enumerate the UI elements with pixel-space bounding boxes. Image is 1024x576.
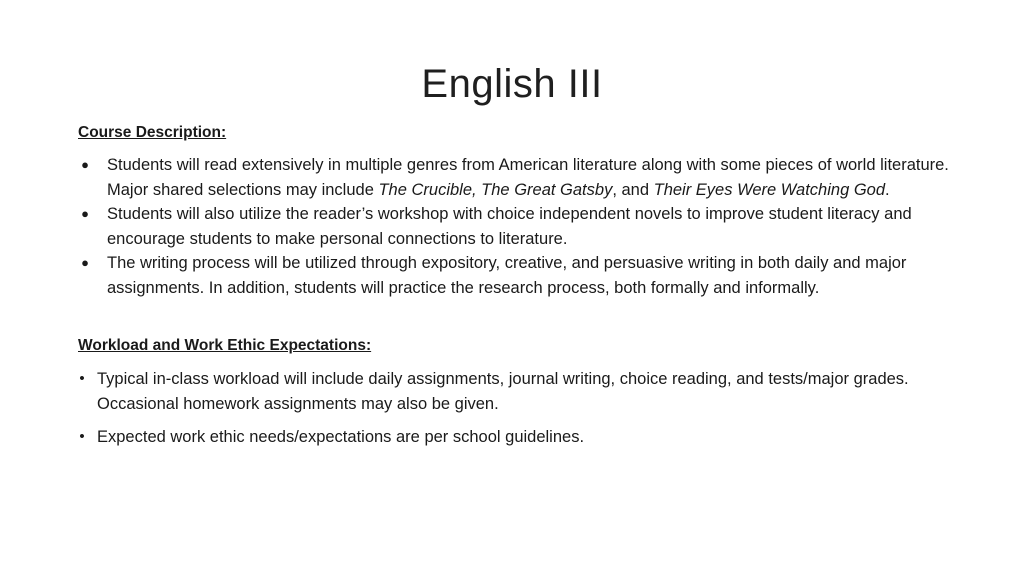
list-item <box>78 202 958 251</box>
item-text: Students will also utilize the reader’s workshop with choice independent novels to improve student literacy and encourage students to make personal connections to literature. <box>107 205 912 248</box>
bullet-icon: ● <box>81 255 89 270</box>
slide-content <box>78 122 958 459</box>
item-text: Expected work ethic needs/expectations are per school guidelines. <box>97 428 585 446</box>
item-text: Students will read extensively in multiple genres from American literature along with some pieces of world literature. Major shared selections may include <box>107 156 949 199</box>
workload-heading: Workload and Work Ethic Expectations: <box>78 337 372 354</box>
item-text: , and <box>612 180 654 199</box>
list-item <box>78 425 958 450</box>
workload-list <box>78 367 958 450</box>
bullet-icon: ● <box>81 206 89 221</box>
course-description-heading: Course Description: <box>78 124 227 141</box>
course-description-section <box>78 122 958 300</box>
list-item <box>78 153 958 202</box>
bullet-icon: ● <box>81 157 89 172</box>
list-item <box>78 367 958 416</box>
item-text: The writing process will be utilized through expository, creative, and persuasive writing in both daily and major assignments. In addition, students will practice the research process, both formally and informally. <box>107 254 907 297</box>
workload-section <box>78 335 958 450</box>
course-description-list <box>78 153 958 300</box>
item-italic-title: The Crucible, The Great Gatsby <box>378 180 613 199</box>
bullet-icon: • <box>79 370 85 387</box>
item-text: Typical in-class workload will include daily assignments, journal writing, choice reading, and tests/major grades. Occasional homework assignments may also be given. <box>97 370 909 413</box>
bullet-icon: • <box>79 428 85 445</box>
list-item <box>78 251 958 300</box>
item-text: . <box>885 180 890 199</box>
item-italic-title: Their Eyes Were Watching God <box>653 180 886 199</box>
slide-title: English III <box>421 62 603 106</box>
